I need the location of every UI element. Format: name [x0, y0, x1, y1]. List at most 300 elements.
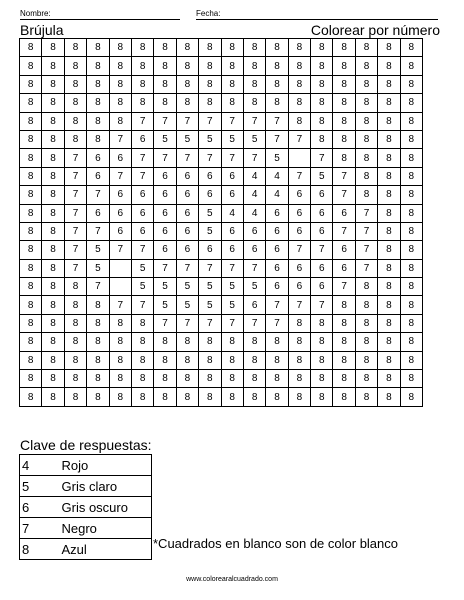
grid-row — [20, 130, 423, 148]
grid-cell: 8 — [355, 94, 377, 112]
grid-cell: 8 — [20, 112, 42, 130]
grid-cell: 8 — [42, 167, 64, 185]
grid-cell: 6 — [87, 149, 109, 167]
grid-cell: 8 — [20, 186, 42, 204]
grid-cell: 6 — [154, 204, 176, 222]
grid-cell: 8 — [355, 314, 377, 332]
grid-cell: 6 — [87, 204, 109, 222]
grid-cell: 8 — [64, 370, 86, 388]
grid-cell: 8 — [311, 388, 333, 406]
grid-cell: 7 — [266, 130, 288, 148]
grid-cell: 7 — [355, 204, 377, 222]
grid-cell: 8 — [333, 351, 355, 369]
key-color-name: Negro — [42, 518, 152, 539]
grid-cell: 8 — [221, 75, 243, 93]
grid-cell: 7 — [131, 167, 153, 185]
grid-row — [20, 259, 423, 277]
grid-cell: 6 — [288, 186, 310, 204]
grid-cell: 8 — [378, 222, 400, 240]
grid-cell: 8 — [400, 75, 422, 93]
grid-cell: 8 — [109, 314, 131, 332]
grid-cell: 8 — [154, 388, 176, 406]
grid-row — [20, 149, 423, 167]
grid-cell: 7 — [221, 112, 243, 130]
grid-cell: 8 — [20, 149, 42, 167]
answer-key-row — [20, 518, 152, 539]
grid-cell: 8 — [333, 370, 355, 388]
grid-cell: 8 — [221, 94, 243, 112]
grid-cell: 8 — [333, 333, 355, 351]
grid-cell: 8 — [42, 130, 64, 148]
grid-row — [20, 333, 423, 351]
grid-cell: 6 — [221, 167, 243, 185]
grid-cell: 8 — [87, 94, 109, 112]
grid-cell: 8 — [64, 333, 86, 351]
grid-cell: 8 — [176, 94, 198, 112]
grid-cell: 6 — [243, 222, 265, 240]
grid-cell: 6 — [311, 222, 333, 240]
grid-cell: 5 — [176, 296, 198, 314]
grid-row — [20, 241, 423, 259]
grid-row — [20, 370, 423, 388]
name-line — [20, 19, 180, 20]
grid-cell: 8 — [400, 259, 422, 277]
grid-cell: 8 — [355, 278, 377, 296]
grid-cell: 6 — [154, 186, 176, 204]
grid-cell: 8 — [400, 94, 422, 112]
grid-cell: 8 — [355, 75, 377, 93]
grid-cell: 8 — [400, 296, 422, 314]
grid-cell: 8 — [20, 333, 42, 351]
grid-cell: 6 — [176, 204, 198, 222]
grid-row — [20, 314, 423, 332]
grid-cell: 6 — [288, 278, 310, 296]
grid-row — [20, 39, 423, 57]
grid-cell: 8 — [355, 149, 377, 167]
grid-cell: 7 — [221, 259, 243, 277]
grid-cell: 8 — [87, 75, 109, 93]
grid-cell: 5 — [131, 259, 153, 277]
grid-cell: 4 — [243, 186, 265, 204]
grid-cell: 8 — [42, 296, 64, 314]
grid-cell: 8 — [221, 351, 243, 369]
grid-cell: 7 — [199, 149, 221, 167]
grid-cell: 8 — [355, 296, 377, 314]
grid-cell: 8 — [42, 57, 64, 75]
grid-cell: 4 — [266, 186, 288, 204]
grid-cell: 8 — [221, 57, 243, 75]
grid-cell: 5 — [176, 130, 198, 148]
grid-cell: 6 — [311, 278, 333, 296]
grid-cell: 8 — [288, 333, 310, 351]
grid-cell: 6 — [176, 241, 198, 259]
grid-cell: 5 — [199, 222, 221, 240]
date-label: Fecha: — [196, 9, 221, 18]
grid-cell: 7 — [109, 241, 131, 259]
grid-cell: 7 — [87, 278, 109, 296]
page-title: Brújula — [20, 22, 64, 38]
grid-cell: 5 — [221, 130, 243, 148]
grid-row — [20, 278, 423, 296]
grid-cell: 8 — [20, 222, 42, 240]
grid-cell: 8 — [378, 259, 400, 277]
key-number: 4 — [20, 455, 42, 476]
grid-cell: 8 — [288, 314, 310, 332]
grid-cell: 8 — [131, 57, 153, 75]
grid-cell: 8 — [64, 130, 86, 148]
grid-cell: 7 — [266, 296, 288, 314]
key-number: 7 — [20, 518, 42, 539]
grid-cell: 6 — [266, 278, 288, 296]
grid-cell: 8 — [64, 314, 86, 332]
grid-cell: 8 — [400, 57, 422, 75]
color-by-number-grid — [19, 38, 423, 407]
grid-cell: 6 — [266, 241, 288, 259]
grid-cell: 8 — [109, 370, 131, 388]
grid-row — [20, 75, 423, 93]
grid-cell: 6 — [288, 259, 310, 277]
grid-cell: 7 — [243, 259, 265, 277]
grid-cell: 8 — [221, 388, 243, 406]
name-label: Nombre: — [20, 9, 51, 18]
grid-cell: 8 — [87, 388, 109, 406]
grid-cell: 7 — [87, 186, 109, 204]
grid-cell: 8 — [243, 333, 265, 351]
grid-cell: 8 — [109, 388, 131, 406]
grid-cell: 6 — [109, 204, 131, 222]
grid-cell: 7 — [64, 241, 86, 259]
grid-cell: 8 — [311, 130, 333, 148]
grid-row — [20, 167, 423, 185]
grid-cell: 8 — [288, 388, 310, 406]
grid-cell: 8 — [42, 333, 64, 351]
grid-cell: 8 — [333, 388, 355, 406]
grid-cell: 5 — [199, 204, 221, 222]
grid-cell: 8 — [42, 112, 64, 130]
answer-key-table — [19, 454, 152, 560]
grid-cell: 6 — [131, 222, 153, 240]
grid-cell: 6 — [199, 167, 221, 185]
grid-cell: 8 — [131, 75, 153, 93]
grid-cell: 8 — [154, 75, 176, 93]
grid-cell: 8 — [378, 351, 400, 369]
key-number: 8 — [20, 539, 42, 560]
grid-cell: 6 — [333, 204, 355, 222]
grid-cell: 6 — [109, 149, 131, 167]
grid-cell: 7 — [109, 296, 131, 314]
grid-cell: 8 — [333, 130, 355, 148]
grid-cell: 8 — [266, 333, 288, 351]
grid-cell: 8 — [64, 351, 86, 369]
grid-cell: 5 — [221, 278, 243, 296]
grid-cell: 5 — [87, 241, 109, 259]
grid-cell: 8 — [42, 186, 64, 204]
grid-cell: 8 — [42, 314, 64, 332]
grid-cell: 8 — [154, 94, 176, 112]
grid-cell: 8 — [400, 167, 422, 185]
grid-cell: 6 — [154, 241, 176, 259]
grid-cell: 8 — [355, 57, 377, 75]
grid-cell: 8 — [355, 370, 377, 388]
grid-cell: 4 — [266, 167, 288, 185]
grid-cell: 8 — [221, 333, 243, 351]
grid-cell: 6 — [221, 222, 243, 240]
grid-cell: 7 — [131, 241, 153, 259]
grid-row — [20, 94, 423, 112]
grid-cell: 8 — [400, 130, 422, 148]
grid-cell: 6 — [199, 241, 221, 259]
grid-cell: 8 — [243, 370, 265, 388]
grid-cell: 6 — [266, 222, 288, 240]
grid-cell: 7 — [288, 241, 310, 259]
grid-cell: 8 — [378, 388, 400, 406]
grid-cell: 8 — [221, 370, 243, 388]
grid-cell: 7 — [154, 112, 176, 130]
grid-cell: 7 — [333, 278, 355, 296]
grid-cell: 8 — [333, 296, 355, 314]
grid-cell: 7 — [131, 149, 153, 167]
grid-cell: 6 — [109, 186, 131, 204]
grid-cell: 8 — [333, 149, 355, 167]
grid-cell: 8 — [42, 370, 64, 388]
grid-cell: 5 — [311, 167, 333, 185]
grid-cell: 7 — [176, 149, 198, 167]
grid-cell: 8 — [266, 388, 288, 406]
grid-cell: 8 — [355, 333, 377, 351]
grid-cell: 8 — [87, 333, 109, 351]
grid-cell: 8 — [266, 370, 288, 388]
grid-cell: 8 — [243, 388, 265, 406]
grid-cell: 8 — [378, 314, 400, 332]
grid-cell: 8 — [20, 351, 42, 369]
grid-cell: 8 — [378, 186, 400, 204]
grid-cell: 8 — [131, 388, 153, 406]
grid-cell: 7 — [355, 241, 377, 259]
grid-cell: 8 — [20, 314, 42, 332]
grid-cell: 8 — [109, 75, 131, 93]
grid-cell: 7 — [333, 222, 355, 240]
grid-cell: 8 — [400, 204, 422, 222]
grid-cell: 8 — [199, 39, 221, 57]
grid-cell: 5 — [243, 278, 265, 296]
grid-cell: 6 — [176, 186, 198, 204]
grid-cell: 6 — [221, 241, 243, 259]
grid-cell: 8 — [109, 112, 131, 130]
grid-row — [20, 57, 423, 75]
grid-cell: 8 — [109, 94, 131, 112]
grid-cell: 8 — [378, 278, 400, 296]
grid-cell: 8 — [311, 112, 333, 130]
grid-cell: 8 — [87, 296, 109, 314]
grid-cell: 7 — [333, 186, 355, 204]
grid-cell: 7 — [109, 167, 131, 185]
answer-key-row — [20, 539, 152, 560]
grid-cell: 8 — [355, 39, 377, 57]
grid-cell: 8 — [311, 351, 333, 369]
grid-cell: 7 — [64, 259, 86, 277]
grid-cell: 8 — [176, 75, 198, 93]
grid-cell: 8 — [176, 57, 198, 75]
grid-cell: 8 — [87, 370, 109, 388]
key-color-name: Gris claro — [42, 476, 152, 497]
grid-cell: 8 — [288, 57, 310, 75]
grid-cell: 7 — [199, 112, 221, 130]
grid-cell: 8 — [64, 75, 86, 93]
grid-cell: 8 — [288, 39, 310, 57]
grid-cell: 8 — [199, 75, 221, 93]
grid-cell: 7 — [154, 259, 176, 277]
grid-cell: 8 — [176, 351, 198, 369]
grid-cell: 5 — [199, 130, 221, 148]
grid-cell: 8 — [378, 75, 400, 93]
grid-cell: 8 — [355, 351, 377, 369]
grid-cell: 8 — [176, 388, 198, 406]
grid-cell: 8 — [378, 149, 400, 167]
grid-cell: 8 — [20, 130, 42, 148]
grid-cell: 8 — [64, 278, 86, 296]
grid-cell: 8 — [311, 75, 333, 93]
grid-cell: 8 — [378, 241, 400, 259]
grid-cell: 7 — [87, 222, 109, 240]
grid-cell: 8 — [20, 204, 42, 222]
grid-cell: 8 — [243, 351, 265, 369]
grid-cell: 8 — [176, 333, 198, 351]
grid-cell: 8 — [266, 57, 288, 75]
grid-cell: 8 — [20, 57, 42, 75]
grid-cell: 8 — [42, 259, 64, 277]
grid-cell: 8 — [131, 370, 153, 388]
grid-cell: 5 — [266, 149, 288, 167]
grid-cell: 6 — [131, 130, 153, 148]
grid-cell: 8 — [378, 204, 400, 222]
grid-cell: 5 — [221, 296, 243, 314]
grid-cell: 7 — [288, 296, 310, 314]
grid-cell: 8 — [378, 130, 400, 148]
key-color-name: Gris oscuro — [42, 497, 152, 518]
grid-cell: 8 — [20, 259, 42, 277]
grid-row — [20, 186, 423, 204]
grid-cell: 8 — [333, 314, 355, 332]
grid-cell: 8 — [243, 39, 265, 57]
grid-cell: 6 — [176, 222, 198, 240]
grid-row — [20, 204, 423, 222]
grid-cell: 6 — [154, 222, 176, 240]
grid-cell: 8 — [288, 94, 310, 112]
grid-row — [20, 222, 423, 240]
grid-cell: 8 — [400, 314, 422, 332]
grid-cell: 8 — [400, 370, 422, 388]
grid-cell: 7 — [243, 314, 265, 332]
grid-cell: 8 — [199, 333, 221, 351]
grid-cell: 8 — [288, 351, 310, 369]
grid-cell: 8 — [288, 75, 310, 93]
grid-cell: 8 — [311, 333, 333, 351]
grid-cell: 8 — [20, 75, 42, 93]
grid-cell: 7 — [64, 167, 86, 185]
grid-cell: 8 — [400, 39, 422, 57]
grid-cell: 7 — [243, 112, 265, 130]
grid-cell: 8 — [288, 112, 310, 130]
grid-cell: 8 — [109, 57, 131, 75]
grid-cell: 6 — [87, 167, 109, 185]
grid-cell: 5 — [199, 278, 221, 296]
grid-cell: 8 — [311, 94, 333, 112]
grid-cell: 8 — [333, 39, 355, 57]
page-subtitle: Colorear por número — [310, 22, 440, 38]
grid-cell: 6 — [199, 186, 221, 204]
grid-cell: 8 — [87, 351, 109, 369]
blank-squares-note: *Cuadrados en blanco son de color blanco — [153, 536, 399, 551]
grid-cell: 8 — [20, 296, 42, 314]
grid-cell: 5 — [154, 296, 176, 314]
grid-cell: 8 — [87, 314, 109, 332]
grid-cell: 6 — [311, 259, 333, 277]
grid-row — [20, 296, 423, 314]
grid-cell: 8 — [378, 333, 400, 351]
grid-cell: 5 — [199, 296, 221, 314]
grid-cell: 8 — [131, 39, 153, 57]
grid-cell: 8 — [400, 186, 422, 204]
grid-cell: 7 — [243, 149, 265, 167]
grid-cell: 8 — [243, 57, 265, 75]
grid-cell: 6 — [288, 222, 310, 240]
grid-cell: 8 — [355, 186, 377, 204]
grid-cell: 8 — [131, 314, 153, 332]
grid-cell: 8 — [87, 57, 109, 75]
grid-cell: 6 — [311, 204, 333, 222]
grid-cell: 8 — [333, 112, 355, 130]
grid-cell: 8 — [355, 130, 377, 148]
grid-cell: 6 — [131, 186, 153, 204]
grid-cell: 7 — [355, 259, 377, 277]
grid-cell: 8 — [243, 94, 265, 112]
grid-cell: 8 — [378, 94, 400, 112]
grid-cell: 8 — [42, 351, 64, 369]
grid-cell: 8 — [42, 94, 64, 112]
grid-cell: 8 — [378, 39, 400, 57]
grid-cell: 8 — [131, 94, 153, 112]
grid-cell: 8 — [20, 241, 42, 259]
grid-cell: 8 — [378, 370, 400, 388]
grid-cell: 7 — [288, 167, 310, 185]
grid-cell: 8 — [154, 370, 176, 388]
footer-url: www.colorearalcuadrado.com — [186, 576, 278, 583]
grid-cell: 8 — [333, 57, 355, 75]
grid-cell: 8 — [199, 57, 221, 75]
answer-key-row — [20, 455, 152, 476]
grid-row — [20, 388, 423, 406]
grid-cell: 8 — [400, 333, 422, 351]
grid-cell: 6 — [243, 296, 265, 314]
grid-cell: 8 — [42, 75, 64, 93]
grid-cell: 7 — [199, 314, 221, 332]
grid-cell: 8 — [311, 314, 333, 332]
grid-cell: 4 — [243, 167, 265, 185]
grid-cell: 6 — [311, 186, 333, 204]
grid-cell — [109, 259, 131, 277]
grid-cell: 8 — [400, 112, 422, 130]
grid-cell: 7 — [64, 186, 86, 204]
grid-cell: 5 — [154, 130, 176, 148]
grid-cell: 7 — [176, 314, 198, 332]
grid-row — [20, 112, 423, 130]
grid-cell: 8 — [199, 370, 221, 388]
grid-cell: 8 — [288, 370, 310, 388]
answer-key-row — [20, 476, 152, 497]
grid-cell: 8 — [400, 149, 422, 167]
key-number: 6 — [20, 497, 42, 518]
grid-cell: 8 — [199, 351, 221, 369]
